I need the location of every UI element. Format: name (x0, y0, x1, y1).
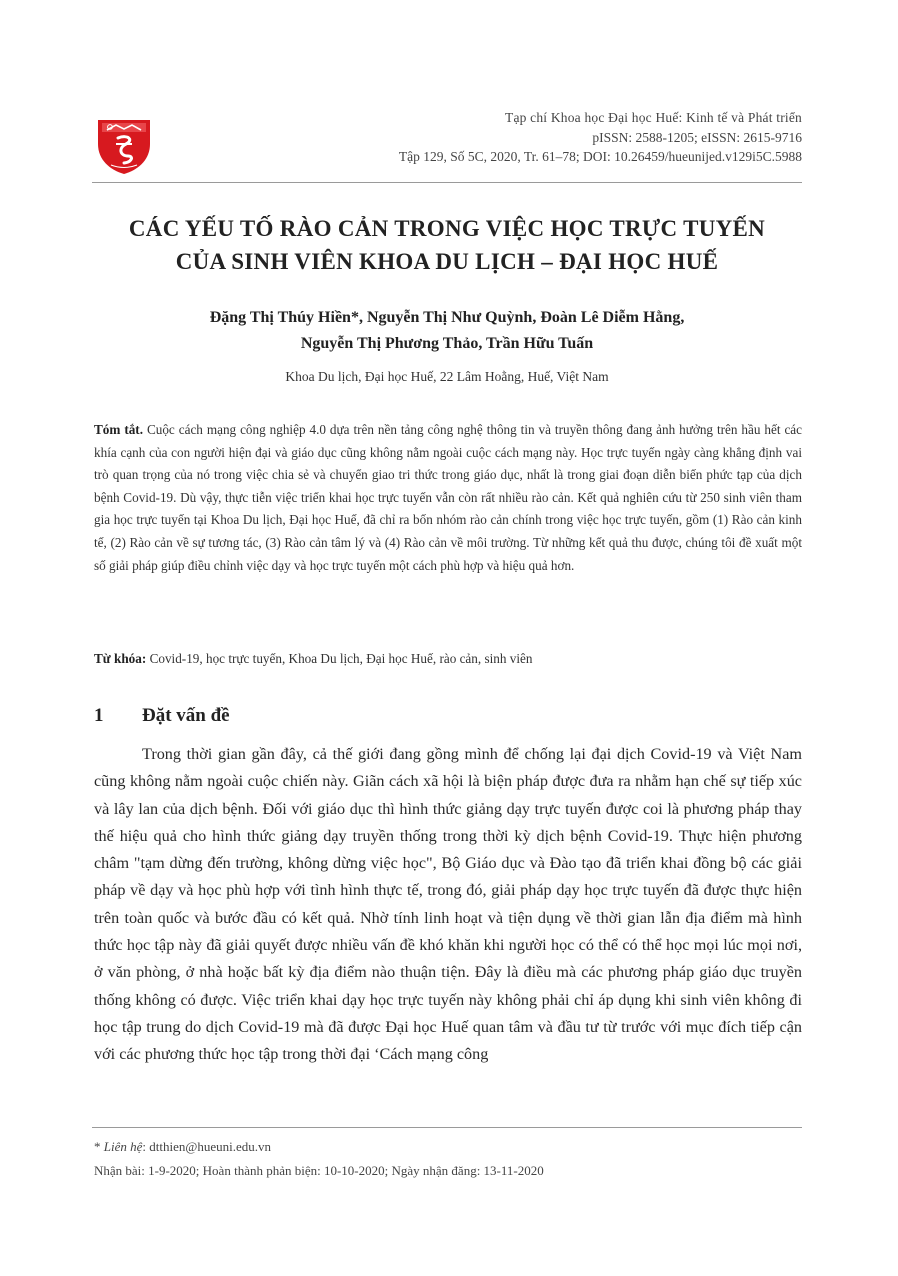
journal-header (399, 108, 802, 167)
body-paragraph: Trong thời gian gần đây, cả thế giới đang gồng mình để chống lại đại dịch Covid-19 và Việt Nam cũng không nằm ngoài cuộc chiến này. Giãn cách xã hội là biện pháp được đưa ra nhằm hạn chế sự tiếp xúc và lây lan của dịch bệnh. Đối với giáo dục thì hình thức giảng dạy trực tuyến được coi là phương pháp thay thế hiệu quả cho hình thức giảng dạy truyền thống trong thời kỳ dịch bệnh Covid-19. Thực hiện phương châm "tạm dừng đến trường, không dừng việc học", Bộ Giáo dục và Đào tạo đã triển khai đồng bộ các giải pháp về dạy và học phù hợp với tình hình thực tế, trong đó, giải pháp dạy học trực tuyến đã được thực hiện trên toàn quốc và bước đầu có kết quả. Nhờ tính linh hoạt và tiện dụng về thời gian lẫn địa điểm mà hình thức học tập này đã giải quyết được nhiều vấn đề khó khăn khi người học có thể có thể học mọi lúc mọi nơi, ở văn phòng, ở nhà hoặc bất kỳ địa điểm nào thuận tiện. Đây là điều mà các phương pháp giáo dục truyền thống không có được. Việc triển khai dạy học trực tuyến này không phải chỉ áp dụng khi sinh viên không đi học tập trung do dịch Covid-19 mà đã được Đại học Huế quan tâm và đầu tư từ trước với mục đích tiếp cận với các phương thức học tập trong thời đại ‘Cách mạng công (94, 745, 802, 1064)
contact-label: Liên hệ (103, 1139, 143, 1154)
keywords-text: Covid-19, học trực tuyến, Khoa Du lịch, Đại học Huế, rào cản, sinh viên (149, 651, 533, 666)
journal-name: Tạp chí Khoa học Đại học Huế: Kinh tế và Phát triển (505, 110, 802, 125)
hue-university-logo-icon (94, 114, 154, 176)
section-title: Đặt vấn đề (142, 705, 230, 726)
title-line-2: CỦA SINH VIÊN KHOA DU LỊCH – ĐẠI HỌC HUẾ (175, 249, 719, 274)
asterisk: * (94, 1139, 104, 1154)
section-heading (94, 705, 230, 727)
title-line-1: CÁC YẾU TỐ RÀO CẢN TRONG VIỆC HỌC TRỰC TUYẾN (128, 216, 766, 241)
contact-email[interactable]: dtthien@hueuni.edu.vn (149, 1139, 271, 1154)
authors-line-2: Nguyễn Thị Phương Thảo, Trần Hữu Tuấn (300, 335, 594, 352)
issn-line: pISSN: 2588-1205; eISSN: 2615-9716 (592, 129, 802, 145)
section-number: 1 (94, 705, 104, 726)
submission-dates: Nhận bài: 1-9-2020; Hoàn thành phản biện: 10-10-2020; Ngày nhận đăng: 13-11-2020 (94, 1163, 544, 1178)
separator: : (142, 1139, 150, 1154)
abstract-label: Tóm tắt. (94, 422, 143, 437)
paper-title (92, 212, 802, 278)
affiliation: Khoa Du lịch, Đại học Huế, 22 Lâm Hoằng, Huế, Việt Nam (285, 369, 609, 384)
volume-doi-line: Tập 129, Số 5C, 2020, Tr. 61–78; DOI: 10.26459/hueunijed.v129i5C.5988 (398, 149, 802, 164)
abstract-text: Cuộc cách mạng công nghiệp 4.0 dựa trên nền tảng công nghệ thông tin và truyền thông đang ảnh hưởng trên hầu hết các khía cạnh của con người hiện đại và giáo dục cũng không nằm ngoài cuộc cách mạng này. Học trực tuyến ngày càng khẳng định vai trò quan trọng của nó trong việc chia sẻ và chuyển giao tri thức trong giáo dục, nhất là trong giai đoạn diễn biến phức tạp của dịch bệnh Covid-19. Dù vậy, thực tiễn việc triển khai học trực tuyến vẫn còn rất nhiều rào cản. Kết quả nghiên cứu từ 250 sinh viên tham gia học trực tuyến tại Khoa Du lịch, Đại học Huế, đã chỉ ra bốn nhóm rào cản chính trong việc học trực tuyến, gồm (1) Rào cản kinh tế, (2) Rào cản về sự tương tác, (3) Rào cản tâm lý và (4) Rào cản về môi trường. Từ những kết quả thu được, chúng tôi đề xuất một số giải pháp giúp điều chỉnh việc dạy và học trực tuyến một cách phù hợp và hiệu quả hơn. (94, 422, 802, 573)
author-list (92, 305, 802, 357)
footnote (94, 1135, 544, 1183)
abstract (94, 419, 802, 577)
keywords-label: Từ khóa: (94, 651, 147, 666)
header-divider (92, 182, 802, 183)
contact-line (94, 1135, 544, 1159)
authors-line-1: Đặng Thị Thúy Hiền*, Nguyễn Thị Như Quỳnh, Đoàn Lê Diễm Hằng, (209, 309, 685, 326)
footnote-divider (92, 1127, 802, 1128)
keywords (94, 651, 802, 667)
